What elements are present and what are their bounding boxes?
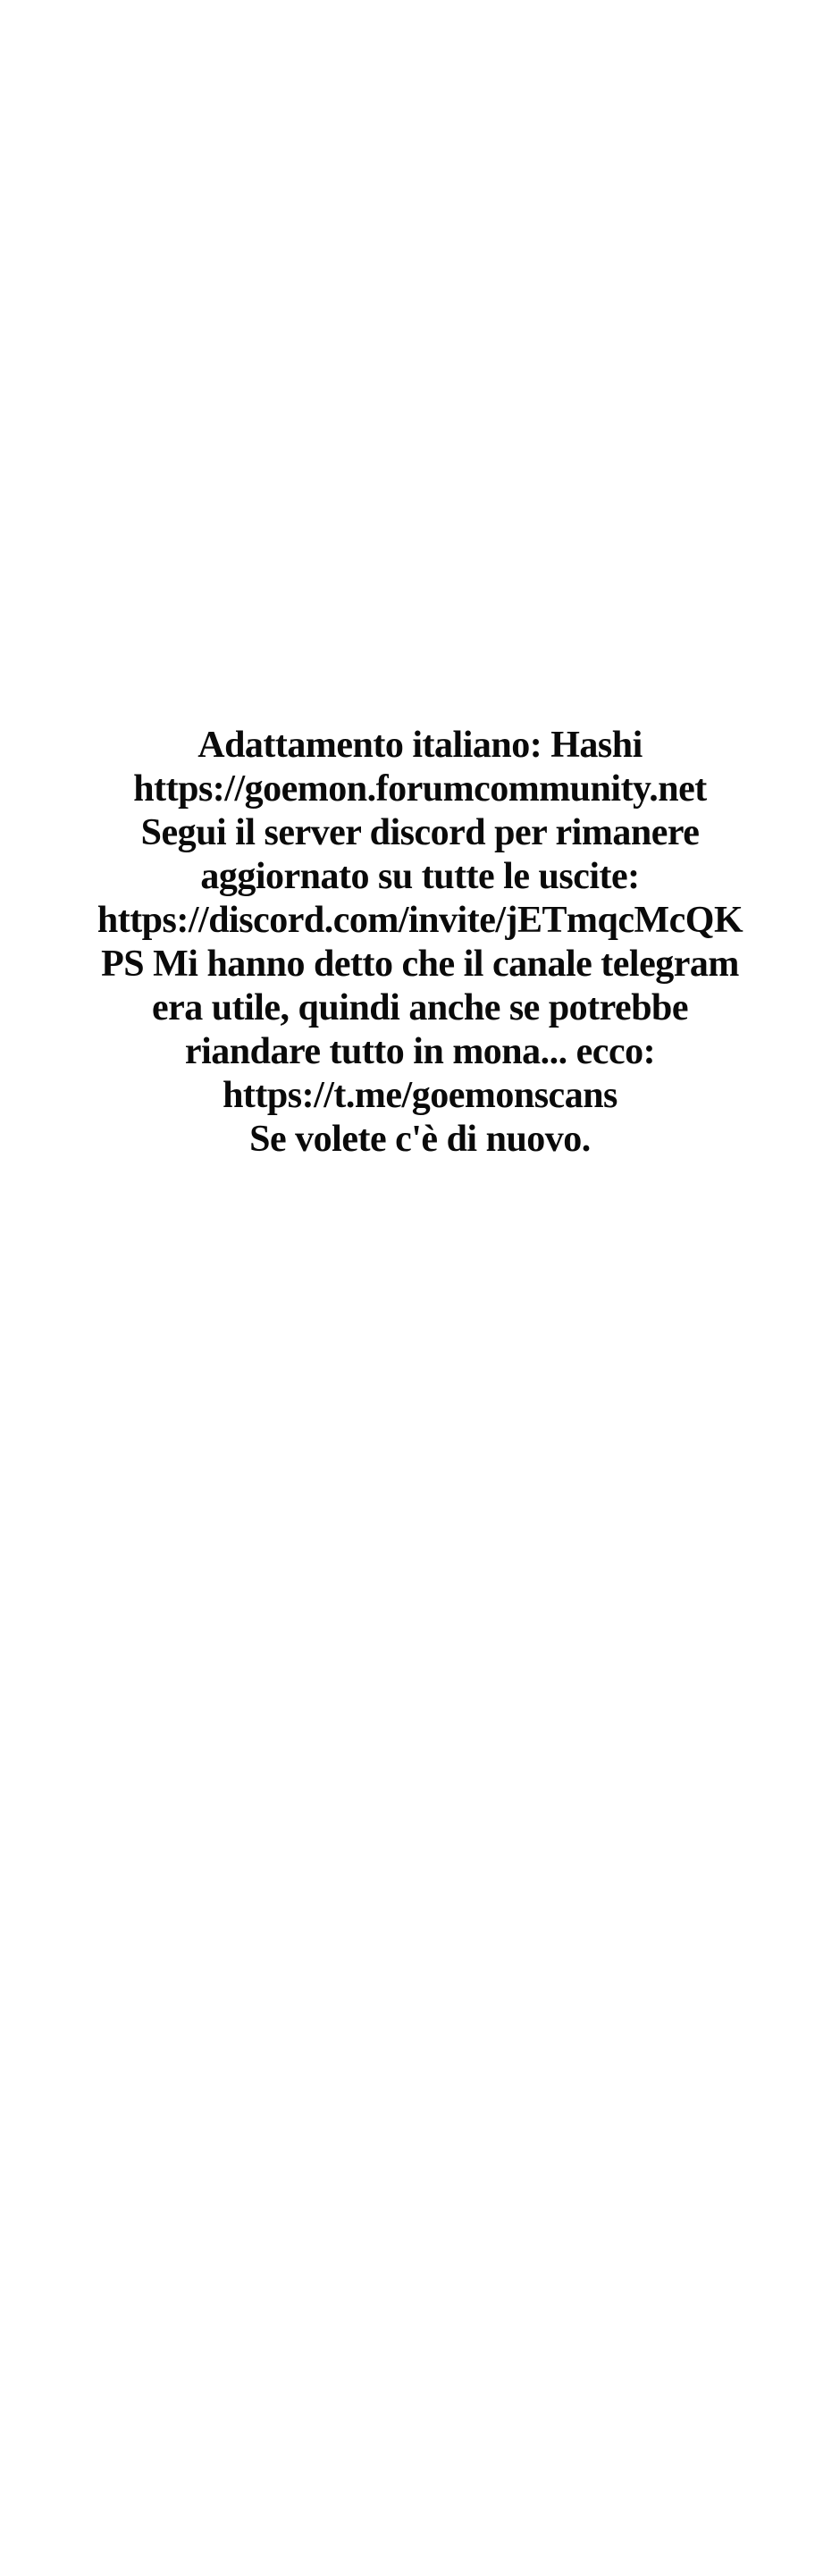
credits-line-discord-invite-1: Segui il server discord per rimanere <box>140 812 700 853</box>
credits-text-block <box>0 724 840 1162</box>
credits-line-telegram-note-3: riandare tutto in mona... ecco: <box>184 1031 656 1072</box>
credits-line-discord-url: https://discord.com/invite/jETmqcMcQK <box>97 900 743 941</box>
credits-line-telegram-url: https://t.me/goemonscans <box>223 1075 617 1116</box>
credits-line-forum-url: https://goemon.forumcommunity.net <box>133 768 707 810</box>
credits-line-telegram-note-2: era utile, quindi anche se potrebbe <box>151 987 689 1028</box>
credits-line-discord-invite-2: aggiornato su tutte le uscite: <box>200 856 640 897</box>
credits-line-adaptation: Adattamento italiano: Hashi <box>197 725 643 766</box>
credits-line-closing: Se volete c'è di nuovo. <box>249 1119 591 1160</box>
credits-line-telegram-note-1: PS Mi hanno detto che il canale telegram <box>101 944 739 985</box>
